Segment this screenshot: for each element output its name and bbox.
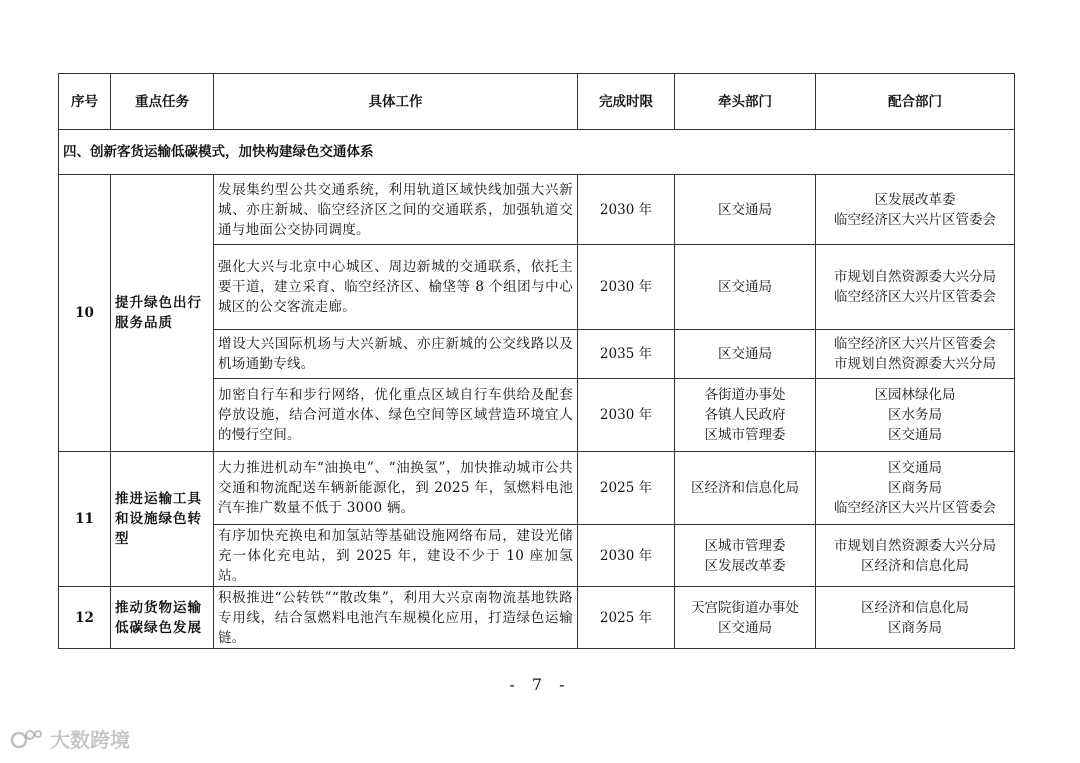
item-number: 11	[59, 452, 111, 587]
lead-department: 区交通局	[675, 175, 816, 245]
header-deadline: 完成时限	[578, 74, 675, 130]
deadline: 2030 年	[578, 245, 675, 330]
table-row	[59, 587, 1015, 649]
deadline: 2030 年	[578, 379, 675, 452]
table-row	[59, 175, 1015, 245]
cooperating-departments: 市规划自然资源委大兴分局 区经济和信息化局	[816, 525, 1015, 587]
header-work: 具体工作	[214, 74, 578, 130]
cooperating-departments: 临空经济区大兴片区管委会 市规划自然资源委大兴分局	[816, 330, 1015, 379]
header-lead: 牵头部门	[675, 74, 816, 130]
deadline: 2030 年	[578, 525, 675, 587]
work-detail: 加密自行车和步行网络，优化重点区域自行车供给及配套停放设施，结合河道水体、绿色空间等区域营造环境宜人的慢行空间。	[214, 379, 578, 452]
lead-department: 区经济和信息化局	[675, 452, 816, 525]
cooperating-departments: 区发展改革委 临空经济区大兴片区管委会	[816, 175, 1015, 245]
item-number: 10	[59, 175, 111, 452]
watermark-logo-icon	[10, 726, 44, 752]
work-detail: 增设大兴国际机场与大兴新城、亦庄新城的公交线路以及机场通勤专线。	[214, 330, 578, 379]
lead-department: 各街道办事处 各镇人民政府 区城市管理委	[675, 379, 816, 452]
section-title: 四、创新客货运输低碳模式，加快构建绿色交通体系	[59, 130, 1015, 175]
key-task: 推动货物运输低碳绿色发展	[111, 587, 214, 649]
header-coop: 配合部门	[816, 74, 1015, 130]
watermark-text: 大数跨境	[50, 728, 130, 752]
page-number: - 7 -	[509, 675, 571, 694]
section-row	[59, 130, 1015, 175]
deadline: 2025 年	[578, 587, 675, 649]
table-row	[59, 452, 1015, 525]
key-task: 推进运输工具和设施绿色转型	[111, 452, 214, 587]
header-no: 序号	[59, 74, 111, 130]
lead-department: 区交通局	[675, 330, 816, 379]
watermark	[10, 724, 130, 753]
cooperating-departments: 区经济和信息化局 区商务局	[816, 587, 1015, 649]
work-detail: 积极推进“公转铁”“散改集”，利用大兴京南物流基地铁路专用线，结合氢燃料电池汽车规模化应用，打造绿色运输链。	[214, 587, 578, 649]
header-task: 重点任务	[111, 74, 214, 130]
lead-department: 区城市管理委 区发展改革委	[675, 525, 816, 587]
work-detail: 有序加快充换电和加氢站等基础设施网络布局，建设光储充一体化充电站，到 2025 年，建设不少于 10 座加氢站。	[214, 525, 578, 587]
cooperating-departments: 区交通局 区商务局 临空经济区大兴片区管委会	[816, 452, 1015, 525]
key-task: 提升绿色出行服务品质	[111, 175, 214, 452]
deadline: 2030 年	[578, 175, 675, 245]
cooperating-departments: 区园林绿化局 区水务局 区交通局	[816, 379, 1015, 452]
work-detail: 大力推进机动车“油换电”、“油换氢”，加快推动城市公共交通和物流配送车辆新能源化，到 2025 年，氢燃料电池汽车推广数量不低于 3000 辆。	[214, 452, 578, 525]
lead-department: 区交通局	[675, 245, 816, 330]
lead-department: 天宫院街道办事处 区交通局	[675, 587, 816, 649]
deadline: 2035 年	[578, 330, 675, 379]
deadline: 2025 年	[578, 452, 675, 525]
cooperating-departments: 市规划自然资源委大兴分局 临空经济区大兴片区管委会	[816, 245, 1015, 330]
work-plan-table	[58, 73, 1015, 649]
work-detail: 强化大兴与北京中心城区、周边新城的交通联系，依托主要干道，建立采育、临空经济区、榆垡等 8 个组团与中心城区的公交客流走廊。	[214, 245, 578, 330]
work-detail: 发展集约型公共交通系统，利用轨道区域快线加强大兴新城、亦庄新城、临空经济区之间的交通联系，加强轨道交通与地面公交协同调度。	[214, 175, 578, 245]
table-header-row	[59, 74, 1015, 130]
item-number: 12	[59, 587, 111, 649]
